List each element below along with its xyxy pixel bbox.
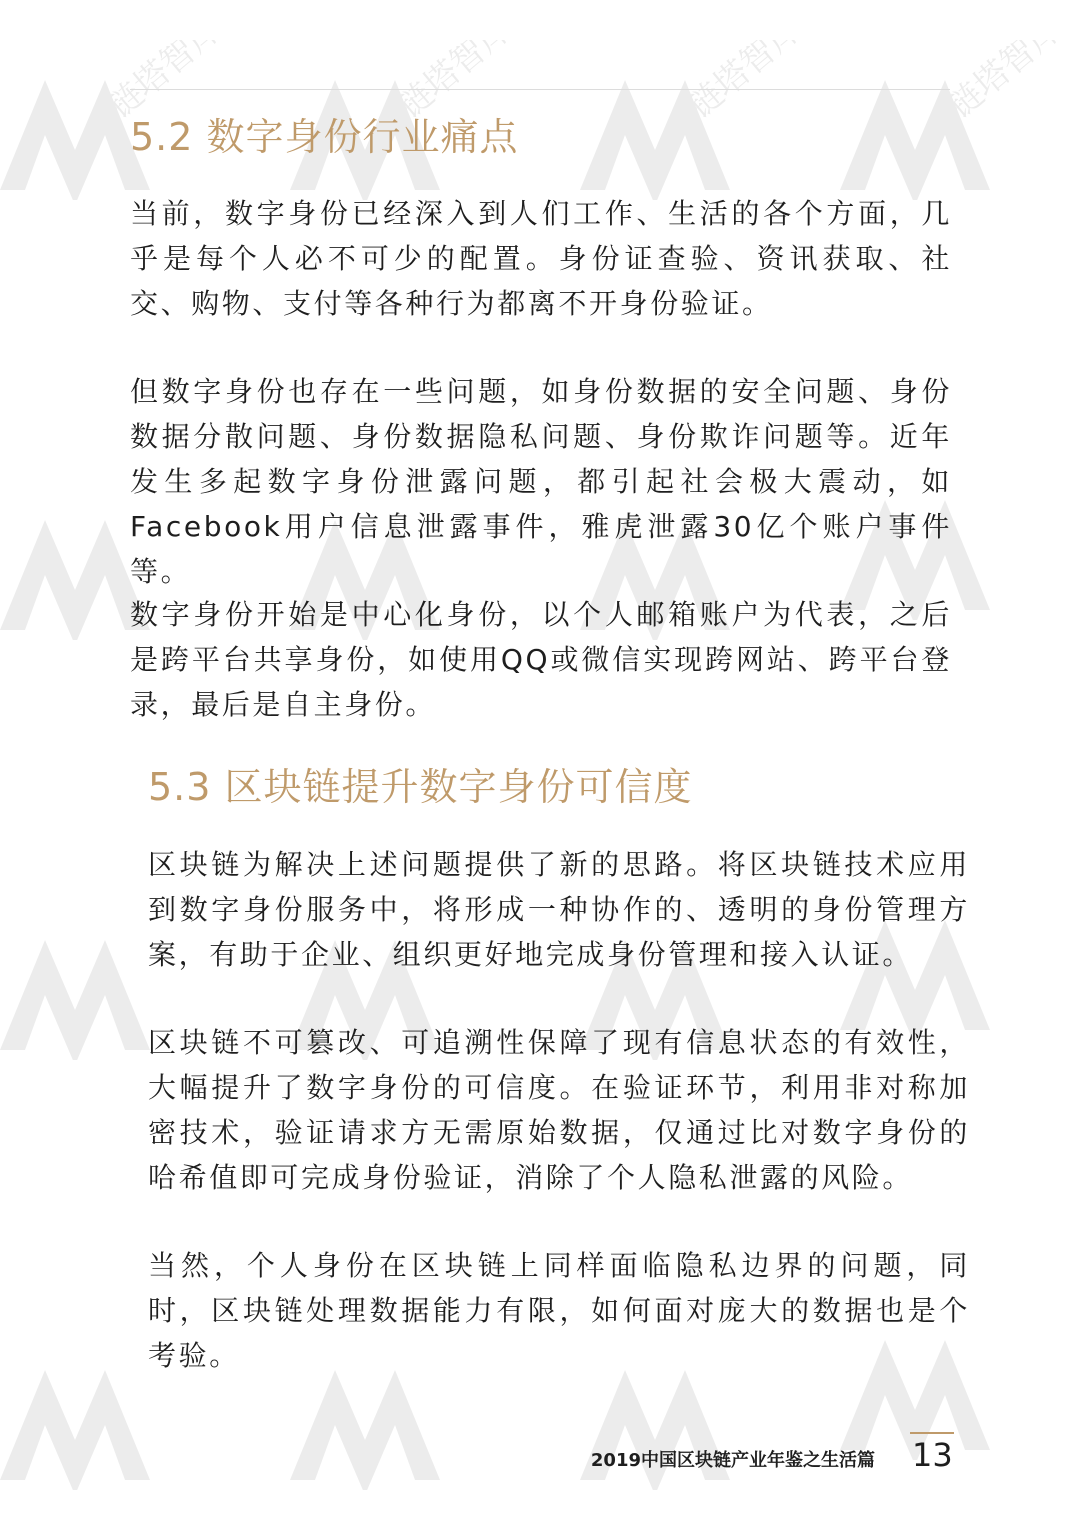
section-heading-5-2: 5.2 数字身份行业痛点: [130, 115, 519, 159]
svg-text:链塔智库: 链塔智库: [100, 40, 230, 127]
header-divider: [130, 89, 950, 90]
page-number-rule: [910, 1432, 954, 1434]
watermark-logo: [570, 40, 830, 200]
paragraph: 但数字身份也存在一些问题，如身份数据的安全问题、身份数据分散问题、身份数据隐私问题、身份欺诈问题等。近年发生多起数字身份泄露问题，都引起社会极大震动，如Facebook用户信息泄露事件，雅虎泄露30亿个账户事件等。: [130, 375, 952, 588]
section-heading-5-3: 5.3 区块链提升数字身份可信度: [148, 765, 693, 809]
paragraph: 区块链为解决上述问题提供了新的思路。将区块链技术应用到数字身份服务中，将形成一种协作的、透明的身份管理方案，有助于企业、组织更好地完成身份管理和接入认证。: [148, 848, 970, 971]
footer-book-title: 2019中国区块链产业年鉴之生活篇: [590, 1450, 875, 1471]
paragraph: 当然，个人身份在区块链上同样面临隐私边界的问题，同时，区块链处理数据能力有限，如何面对庞大的数据也是个考验。: [148, 1249, 970, 1372]
paragraph: 当前，数字身份已经深入到人们工作、生活的各个方面，几乎是每个人必不可少的配置。身份证查验、资讯获取、社交、购物、支付等各种行为都离不开身份验证。: [130, 197, 952, 320]
page-number: 13: [912, 1436, 953, 1474]
paragraph: 数字身份开始是中心化身份，以个人邮箱账户为代表，之后是跨平台共享身份，如使用QQ或微信实现跨网站、跨平台登录，最后是自主身份。: [130, 598, 952, 721]
watermark-logo: [830, 40, 1080, 200]
svg-text:链塔智库: 链塔智库: [940, 40, 1070, 127]
svg-text:链塔智库: 链塔智库: [680, 40, 810, 127]
paragraph: 区块链不可篡改、可追溯性保障了现有信息状态的有效性，大幅提升了数字身份的可信度。在验证环节，利用非对称加密技术，验证请求方无需原始数据，仅通过比对数字身份的哈希值即可完成身份验证，消除了个人隐私泄露的风险。: [148, 1026, 970, 1194]
svg-text:链塔智库: 链塔智库: [390, 40, 520, 127]
